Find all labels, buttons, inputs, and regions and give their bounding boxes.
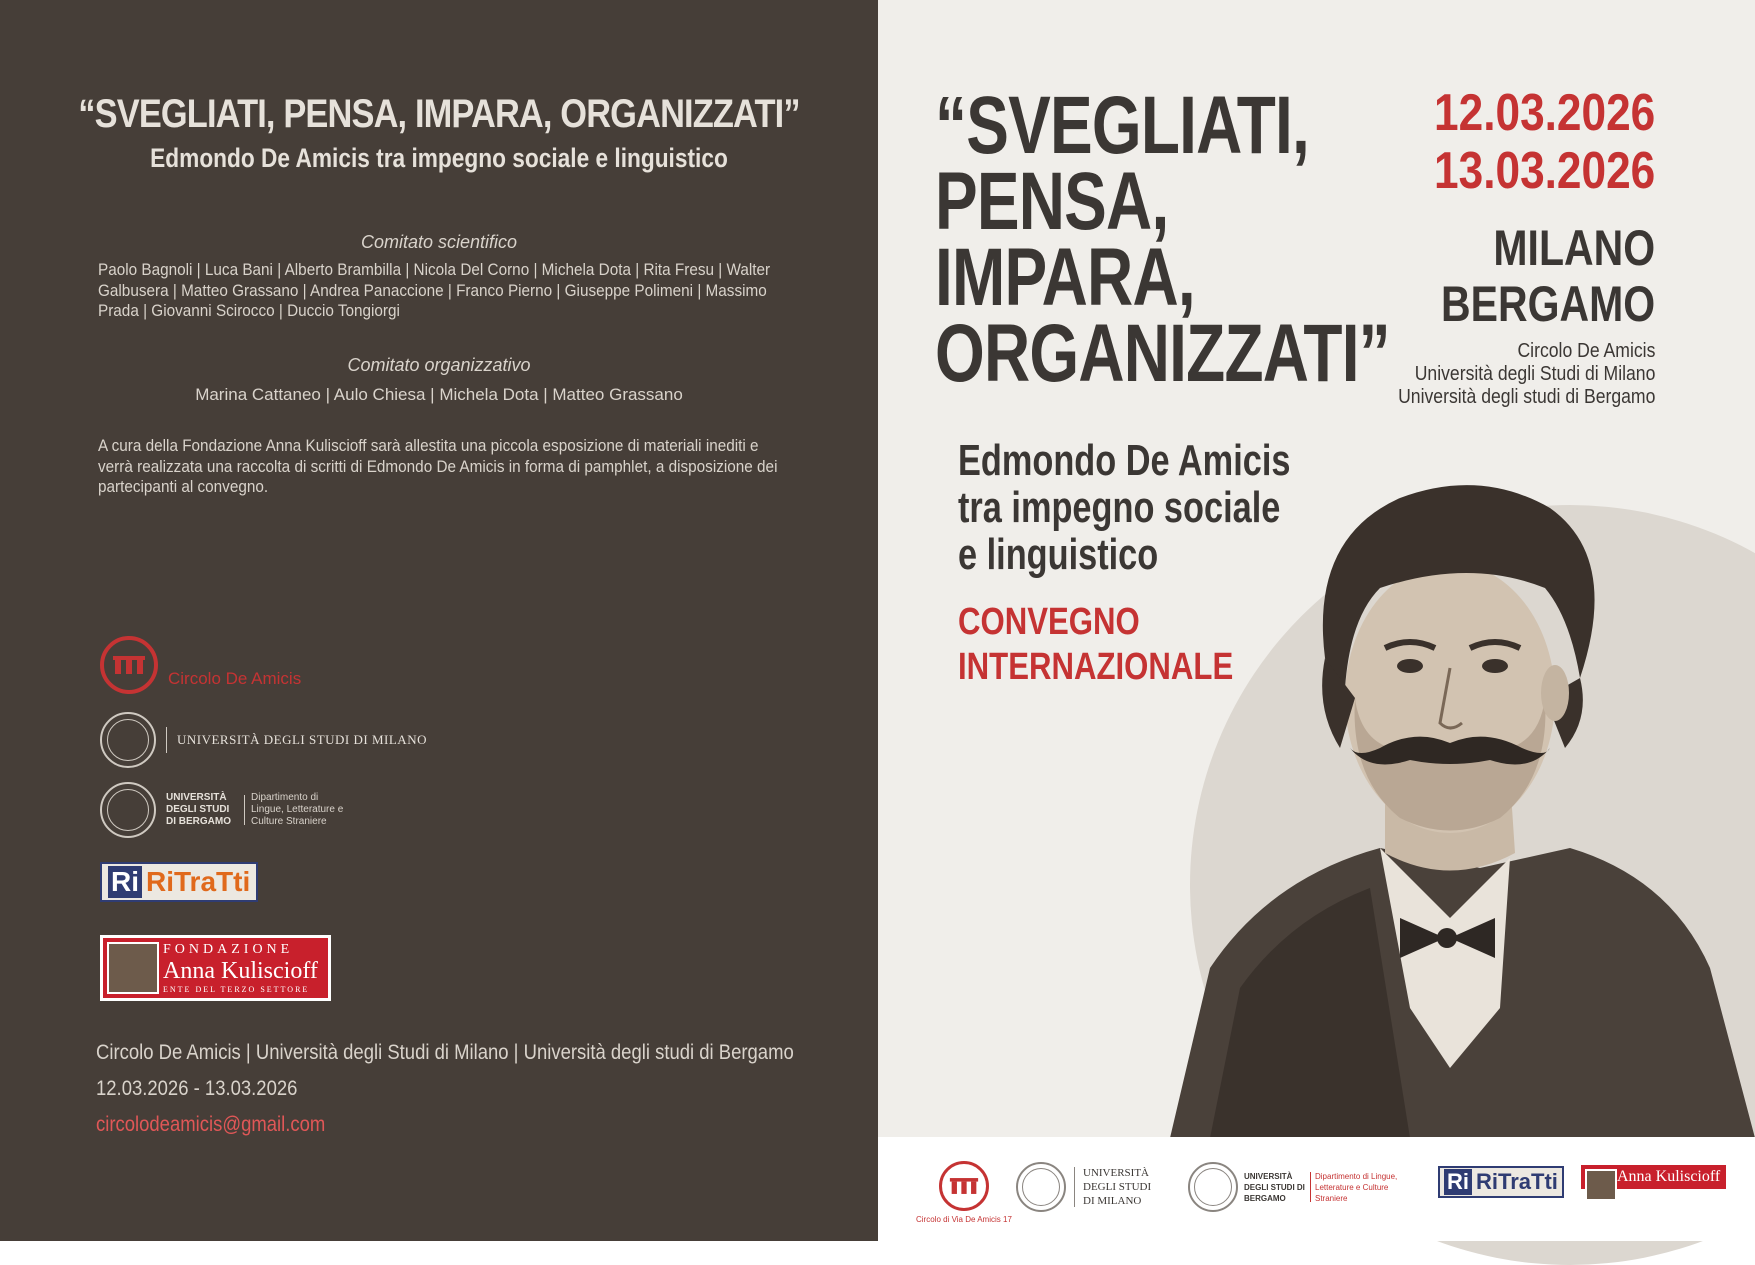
footer-dates: 12.03.2026 - 13.03.2026 (96, 1077, 298, 1100)
institution-2: Università degli Studi di Milano (1414, 363, 1655, 385)
footer-institutions: Circolo De Amicis | Università degli Studi di Milano | Università degli studi di Bergamo (96, 1041, 794, 1064)
event-dates (1434, 84, 1655, 200)
institution-3: Università degli studi di Bergamo (1397, 386, 1655, 408)
organizing-committee-names: Marina Cattaneo | Aulo Chiesa | Michela Dota | Matteo Grassano (195, 385, 683, 404)
kuliscioff-name: Anna Kuliscioff (163, 958, 318, 984)
kuliscioff-badge (100, 935, 331, 1001)
portrait-thumbnail-icon (107, 942, 159, 994)
footer-email[interactable]: circolodeamicis@gmail.com (96, 1113, 326, 1136)
bottom-milano-logo (1016, 1162, 1163, 1212)
circolo-logo-label: Circolo De Amicis (168, 669, 302, 688)
bottom-portrait-thumbnail-icon (1585, 1169, 1617, 1201)
bottom-bergamo-name: UNIVERSITÀ DEGLI STUDI DI BERGAMO (1244, 1171, 1305, 1203)
milano-logo (100, 712, 427, 768)
title-line-2: PENSA, (935, 156, 1169, 247)
date-2: 13.03.2026 (1433, 142, 1655, 200)
ritratti-ri: Ri (108, 866, 142, 898)
bottom-kuliscioff-logo (1578, 1162, 1729, 1192)
scientific-committee-heading: Comitato scientifico (360, 232, 518, 252)
circolo-logo (100, 636, 301, 694)
bottom-circolo-caption: Circolo di Via De Amicis 17 (916, 1215, 1012, 1224)
kuliscioff-logo (100, 935, 331, 1001)
de-amicis-portrait (1150, 448, 1755, 1138)
event-cities (1441, 220, 1655, 332)
ritratti-logo (100, 862, 258, 902)
bergamo-logo-dept: Dipartimento di Lingue, Letterature e Culture Straniere (251, 792, 344, 827)
left-title: “SVEGLIATI, PENSA, IMPARA, ORGANIZZATI” (78, 92, 800, 136)
bridge-icon (100, 636, 158, 694)
right-title (935, 80, 1390, 399)
ritratti-badge (100, 862, 258, 902)
scientific-committee-names: Paolo Bagnoli | Luca Bani | Alberto Brambilla | Nicola Del Corno | Michela Dota | Rita Fresu | Walter Galbusera | Matteo Grassano | Andrea Panaccione | Franco Pierno | Giuseppe Polimeni | Massimo Prada | Giovanni Scirocco | Duccio Tongiorgi (98, 260, 771, 320)
bottom-milano-seal-icon (1016, 1162, 1066, 1212)
date-1: 12.03.2026 (1433, 84, 1655, 142)
subtitle-line-1: Edmondo De Amicis (958, 436, 1291, 485)
university-seal-icon (100, 712, 156, 768)
title-line-4: ORGANIZZATI” (935, 308, 1390, 399)
bottom-bridge-icon (939, 1161, 989, 1211)
title-line-1: “SVEGLIATI, (935, 80, 1310, 171)
subtitle-line-3: e linguistico (958, 530, 1159, 579)
city-1: MILANO (1493, 220, 1655, 276)
bottom-ritratti-ri: Ri (1444, 1169, 1472, 1195)
exhibition-paragraph: A cura della Fondazione Anna Kuliscioff sarà allestita una piccola esposizione di materiali inediti e verrà realizzata una raccolta di scritti di Edmondo De Amicis in forma di pamphlet, a disposizione dei partecipanti al convegno. (98, 436, 778, 496)
bergamo-logo-name: UNIVERSITÀ DEGLI STUDI DI BERGAMO (166, 792, 231, 827)
subtitle-line-2: tra impegno sociale (958, 483, 1281, 532)
title-line-3: IMPARA, (935, 232, 1195, 323)
bottom-bergamo-logo (1188, 1162, 1401, 1212)
conference-line-1: CONVEGNO (958, 601, 1140, 643)
event-institutions (1398, 340, 1655, 409)
conference-line-2: INTERNAZIONALE (958, 646, 1234, 688)
institution-1: Circolo De Amicis (1517, 340, 1655, 362)
bottom-ritratti-logo (1438, 1166, 1564, 1198)
bottom-ritratti-label: RiTraTti (1476, 1169, 1558, 1194)
bottom-kuliscioff-badge (1578, 1162, 1729, 1192)
left-subtitle: Edmondo De Amicis tra impegno sociale e linguistico (150, 143, 728, 173)
bergamo-seal-icon (100, 782, 156, 838)
bottom-ritratti-badge (1438, 1166, 1564, 1198)
bottom-kuliscioff-name: Anna Kuliscioff (1617, 1168, 1721, 1185)
ritratti-label: RiTraTti (146, 866, 251, 897)
bottom-bergamo-seal-icon (1188, 1162, 1238, 1212)
kuliscioff-top: FONDAZIONE (163, 942, 294, 957)
bottom-circolo-logo (916, 1161, 1012, 1224)
milano-logo-label: UNIVERSITÀ DEGLI STUDI DI MILANO (177, 732, 427, 747)
kuliscioff-sub: ENTE DEL TERZO SETTORE (163, 985, 310, 994)
left-panel (0, 0, 878, 1241)
bottom-milano-label: UNIVERSITÀ DEGLI STUDI DI MILANO (1083, 1167, 1152, 1207)
city-2: BERGAMO (1440, 276, 1655, 332)
bottom-bergamo-dept: Dipartimento di Lingue, Letterature e Culture Straniere (1315, 1171, 1398, 1203)
bergamo-logo (100, 782, 351, 838)
organizing-committee-heading: Comitato organizzativo (347, 355, 531, 375)
